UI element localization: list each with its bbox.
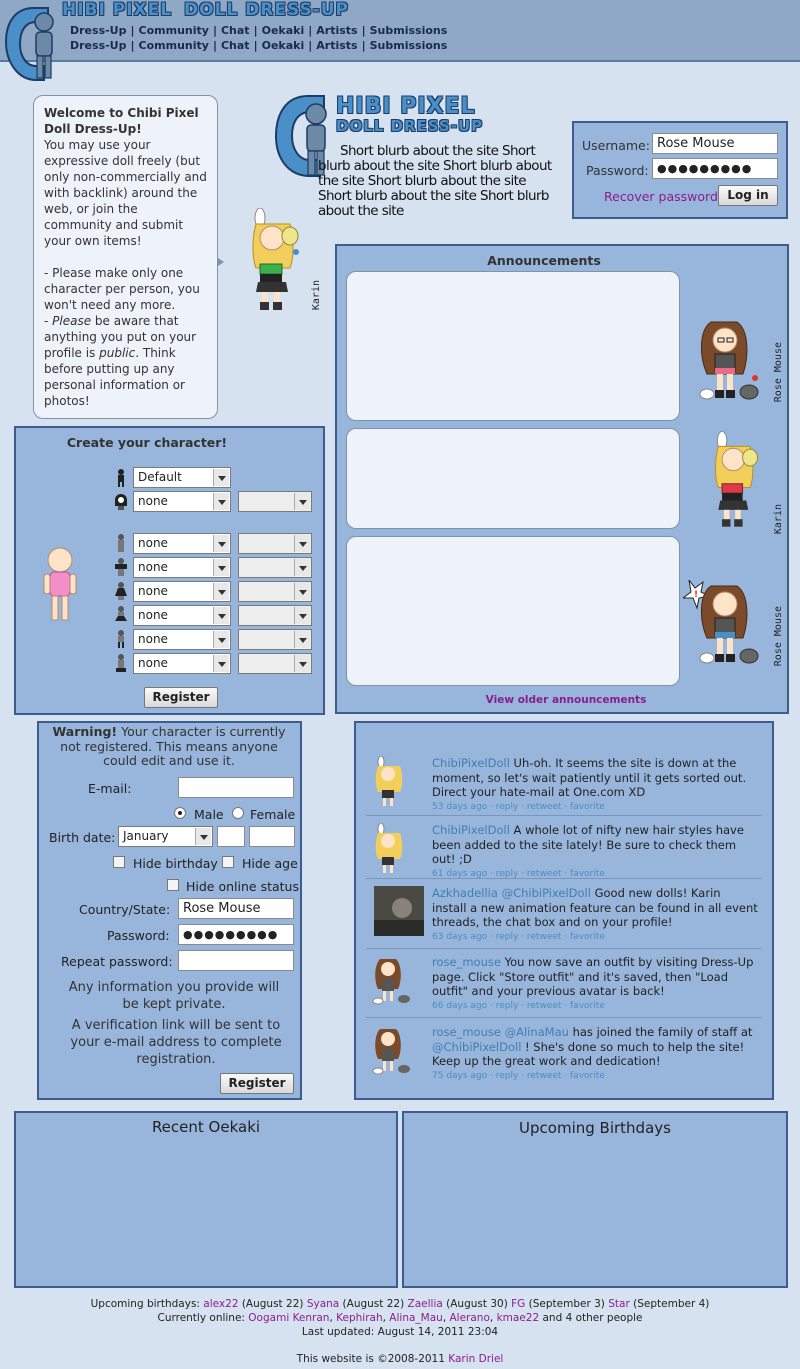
recover-password-link[interactable]: Recover password <box>604 189 718 204</box>
hide-age-checkbox[interactable] <box>222 856 234 868</box>
register-panel <box>37 721 302 1100</box>
login-panel <box>572 121 788 219</box>
nav-separator: | <box>308 24 313 37</box>
rose-mouse-avatar-icon <box>372 1025 412 1077</box>
announcement-author-2: Karin <box>773 504 784 535</box>
shoes-color-select[interactable] <box>238 653 312 674</box>
tweet-divider <box>366 948 762 949</box>
tweet-user[interactable]: rose_mouse <box>432 1025 501 1039</box>
nav-separator: | <box>253 39 258 52</box>
announcements-title: Announcements <box>487 253 601 268</box>
welcome-body: You may use your expressive doll freely (but only non-commercially and with backlink) around the web, or join the community and submit your own items! <box>44 138 207 248</box>
hair-color-select[interactable] <box>238 491 312 512</box>
private-note: Any information you provide will be kept private. <box>68 980 280 1012</box>
birthday-user-link[interactable]: Syana <box>306 1298 340 1310</box>
eyes-select[interactable]: none <box>133 533 231 554</box>
online-user-link[interactable]: Alina_Mau <box>389 1312 443 1324</box>
tweet-text: You now save an outfit by visiting Dress-Up page. Click "Store outfit" and it's saved, then "Load outfit" and your previous avatar is back! <box>432 955 754 998</box>
repeat-password-label: Repeat password: <box>61 954 173 969</box>
site-logo-icon[interactable] <box>4 4 64 82</box>
announcement-bubble-3 <box>346 536 680 686</box>
skirt-select[interactable]: none <box>133 605 231 626</box>
country-input[interactable]: Rose Mouse <box>178 898 294 919</box>
country-label: Country/State: <box>79 902 171 917</box>
nav-artists[interactable]: Artists <box>316 39 358 52</box>
welcome-title: Welcome to Chibi Pixel Doll Dress-Up! <box>44 106 199 136</box>
site-logo-text[interactable]: HIBI PIXEL <box>62 0 173 20</box>
tweet-user[interactable]: ChibiPixelDoll <box>432 756 510 770</box>
karin-avatar-icon <box>246 208 306 312</box>
dress-select[interactable]: none <box>133 581 231 602</box>
site-blurb: Short blurb about the site Short blurb about the site Short blurb about the site Short blurb about the site Short blurb about the site Short blurb about the site <box>318 143 552 219</box>
repeat-password-input[interactable] <box>178 950 294 971</box>
eyes-icon <box>116 534 126 555</box>
rose-mouse-avatar-icon <box>697 316 763 404</box>
hide-online-label: Hide online status <box>186 879 299 894</box>
birthday-user-link[interactable]: Zaellia <box>407 1298 443 1310</box>
tweet-item <box>366 1025 762 1080</box>
nav-row-2 <box>70 39 447 52</box>
recent-oekaki-title: Recent Oekaki <box>151 1118 261 1136</box>
female-radio[interactable] <box>232 807 244 819</box>
password-label: Password: <box>586 163 649 178</box>
hide-online-checkbox[interactable] <box>167 879 179 891</box>
nav-oekaki[interactable]: Oekaki <box>261 39 305 52</box>
dress-color-select[interactable] <box>238 581 312 602</box>
nav-chat[interactable]: Chat <box>220 39 250 52</box>
tweet-divider <box>366 1017 762 1018</box>
bubble-pointer <box>218 258 224 266</box>
nav-artists[interactable]: Artists <box>316 24 358 37</box>
skirt-icon <box>115 606 127 627</box>
announcement-author-3: Rose Mouse <box>773 606 784 667</box>
register-password-input[interactable]: ●●●●●●●●● <box>178 924 294 945</box>
nav-separator: | <box>130 24 135 37</box>
register-submit-button[interactable]: Register <box>220 1073 294 1094</box>
tweet-divider <box>366 815 762 816</box>
chibipixeldoll-avatar-icon <box>372 823 408 875</box>
tweet-item <box>366 823 762 879</box>
karin-avatar-icon <box>709 428 765 532</box>
footer-birthdays: Upcoming birthdays: alex22 (August 22) Syana (August 22) Zaellia (August 30) FG (September 3) Star (September 4) <box>90 1298 710 1310</box>
register-warning: Warning! Your character is currently not registered. This means anyone could edit and use it. <box>52 724 286 768</box>
email-label: E-mail: <box>88 781 132 796</box>
center-logo-line2: DOLL DRESS-UP <box>336 117 484 135</box>
twitter-panel <box>354 721 774 1100</box>
create-character-title: Create your character! <box>66 435 228 450</box>
birth-month-select[interactable]: January <box>118 826 213 847</box>
dress-icon <box>115 582 127 603</box>
tweet-user[interactable]: Azkhadellia <box>432 886 498 900</box>
nav-dress-up[interactable]: Dress-Up <box>70 39 127 52</box>
top-icon <box>115 558 127 579</box>
welcome-rule-1: - Please make only one character per person, you won't need any more. <box>44 266 200 312</box>
doll-preview-icon <box>42 546 78 626</box>
username-input[interactable]: Rose Mouse <box>652 133 778 154</box>
nav-separator: | <box>212 24 217 37</box>
hair-select[interactable]: none <box>133 491 231 512</box>
rose-mouse-avatar-icon <box>683 580 763 668</box>
create-register-button[interactable]: Register <box>144 687 218 708</box>
eyes-color-select[interactable] <box>238 533 312 554</box>
legs-select[interactable]: none <box>133 629 231 650</box>
welcome-rule-2: - Please be aware that anything you put on your profile is public. Think before putting up any personal information or photos! <box>44 314 197 408</box>
azkhadellia-avatar-icon <box>374 886 424 936</box>
legs-icon <box>115 630 127 651</box>
view-older-announcements-link[interactable]: View older announcements <box>485 694 647 706</box>
top-color-select[interactable] <box>238 557 312 578</box>
shoes-icon <box>115 654 127 675</box>
online-user-link[interactable]: Oogami Kenran <box>248 1312 330 1324</box>
birth-year-input[interactable] <box>249 826 295 847</box>
footer-updated: Last updated: August 14, 2011 23:04 <box>301 1326 499 1338</box>
online-user-link[interactable]: kmae22 <box>496 1312 540 1324</box>
welcome-bubble <box>33 95 218 419</box>
tweet-text: A whole lot of nifty new hair styles have been added to the site lately! Be sure to check them out! ;D <box>432 823 744 866</box>
hide-birthday-label: Hide birthday <box>133 856 218 871</box>
tweet-meta[interactable]: 66 days ago · reply · retweet · favorite <box>432 1000 605 1011</box>
chibipixeldoll-avatar-icon <box>372 756 408 808</box>
nav-separator: | <box>361 39 366 52</box>
nav-submissions[interactable]: Submissions <box>369 39 448 52</box>
nav-separator: | <box>253 24 258 37</box>
male-radio[interactable] <box>174 807 186 819</box>
skirt-color-select[interactable] <box>238 605 312 626</box>
tweet-item <box>366 756 762 812</box>
tweet-text: Good new dolls! Karin install a new animation feature can be found in all event threads, the chat box and on your profile! <box>432 886 758 929</box>
body-select[interactable]: Default <box>133 467 231 488</box>
announcement-author-1: Rose Mouse <box>773 342 784 403</box>
hair-icon <box>115 492 127 510</box>
tweet-text: has joined the family of staff at <box>568 1025 753 1039</box>
nav-separator: | <box>130 39 135 52</box>
username-label: Username: <box>582 138 650 153</box>
tweet-text: Uh-oh. It seems the site is down at the moment, so let's wait patiently until it gets sorted out. Direct your hate-mail at One.com XD <box>432 756 747 799</box>
email-input[interactable] <box>178 777 294 798</box>
birthday-user-link[interactable]: alex22 <box>203 1298 239 1310</box>
body-icon <box>115 469 127 487</box>
birth-day-input[interactable] <box>217 826 245 847</box>
online-user-link[interactable]: Kephirah <box>336 1312 383 1324</box>
female-label: Female <box>250 807 296 822</box>
tweet-item <box>366 886 762 941</box>
nav-separator: | <box>361 24 366 37</box>
tweet-item <box>366 955 762 1010</box>
announcements-panel <box>335 244 789 714</box>
password-input[interactable]: ●●●●●●●●● <box>652 158 778 179</box>
register-password-label: Password: <box>107 928 170 943</box>
legs-color-select[interactable] <box>238 629 312 650</box>
birth-date-label: Birth date: <box>49 830 116 845</box>
nav-separator: | <box>212 39 217 52</box>
hide-birthday-checkbox[interactable] <box>113 856 125 868</box>
create-character-panel <box>14 426 325 715</box>
upcoming-birthdays-panel <box>402 1111 788 1288</box>
male-label: Male <box>194 807 224 822</box>
announcement-bubble-2 <box>346 428 680 529</box>
tweet-mention[interactable]: @AlinaMau <box>504 1025 569 1039</box>
nav-submissions[interactable]: Submissions <box>369 24 448 37</box>
shoes-select[interactable]: none <box>133 653 231 674</box>
tweet-user[interactable]: ChibiPixelDoll <box>432 823 510 837</box>
verify-note: A verification link will be sent to your e-mail address to complete registration. <box>70 1018 282 1067</box>
svg-text:!: ! <box>694 590 699 600</box>
login-button[interactable]: Log in <box>718 185 778 206</box>
karin-name-label: Karin <box>311 280 322 311</box>
top-select[interactable]: none <box>133 557 231 578</box>
tweet-meta[interactable]: 75 days ago · reply · retweet · favorite <box>432 1070 605 1081</box>
tweet-text: ! She's done so much to help the site! Keep up the great work and dedication! <box>432 1039 745 1068</box>
birthday-user-link[interactable]: FG <box>511 1298 526 1310</box>
tweet-mention[interactable]: @ChibiPixelDoll <box>432 1039 522 1054</box>
tweet-meta[interactable]: 61 days ago · reply · retweet · favorite <box>432 868 605 879</box>
nav-community[interactable]: Community <box>138 24 209 37</box>
nav-community[interactable]: Community <box>138 39 209 52</box>
nav-row-1 <box>70 24 447 37</box>
online-user-link[interactable]: Alerano <box>449 1312 490 1324</box>
announcement-bubble-1 <box>346 271 680 421</box>
tweet-meta[interactable]: 63 days ago · reply · retweet · favorite <box>432 931 605 942</box>
recent-oekaki-panel <box>14 1111 398 1288</box>
tweet-user[interactable]: rose_mouse <box>432 955 501 969</box>
nav-separator: | <box>308 39 313 52</box>
site-logo-text-2[interactable]: DOLL DRESS-UP <box>184 0 350 20</box>
tweet-mention[interactable]: @ChibiPixelDoll <box>501 886 591 900</box>
center-logo-line1: HIBI PIXEL <box>336 94 476 119</box>
nav-oekaki[interactable]: Oekaki <box>261 24 305 37</box>
tweet-meta[interactable]: 53 days ago · reply · retweet · favorite <box>432 801 605 812</box>
rose-mouse-avatar-icon <box>372 955 412 1007</box>
footer-online: Currently online: Oogami Kenran, Kephirah, Alina_Mau, Alerano, kmae22 and 4 other people <box>157 1312 643 1324</box>
hide-age-label: Hide age <box>242 856 298 871</box>
copyright-author-link[interactable]: Karin Driel <box>448 1353 504 1365</box>
nav-dress-up[interactable]: Dress-Up <box>70 24 127 37</box>
birthday-user-link[interactable]: Star <box>608 1298 630 1310</box>
footer-copyright: This website is ©2008-2011 Karin Driel <box>296 1353 504 1365</box>
upcoming-birthdays-title: Upcoming Birthdays <box>519 1119 671 1137</box>
nav-chat[interactable]: Chat <box>220 24 250 37</box>
tweet-divider <box>366 878 762 879</box>
